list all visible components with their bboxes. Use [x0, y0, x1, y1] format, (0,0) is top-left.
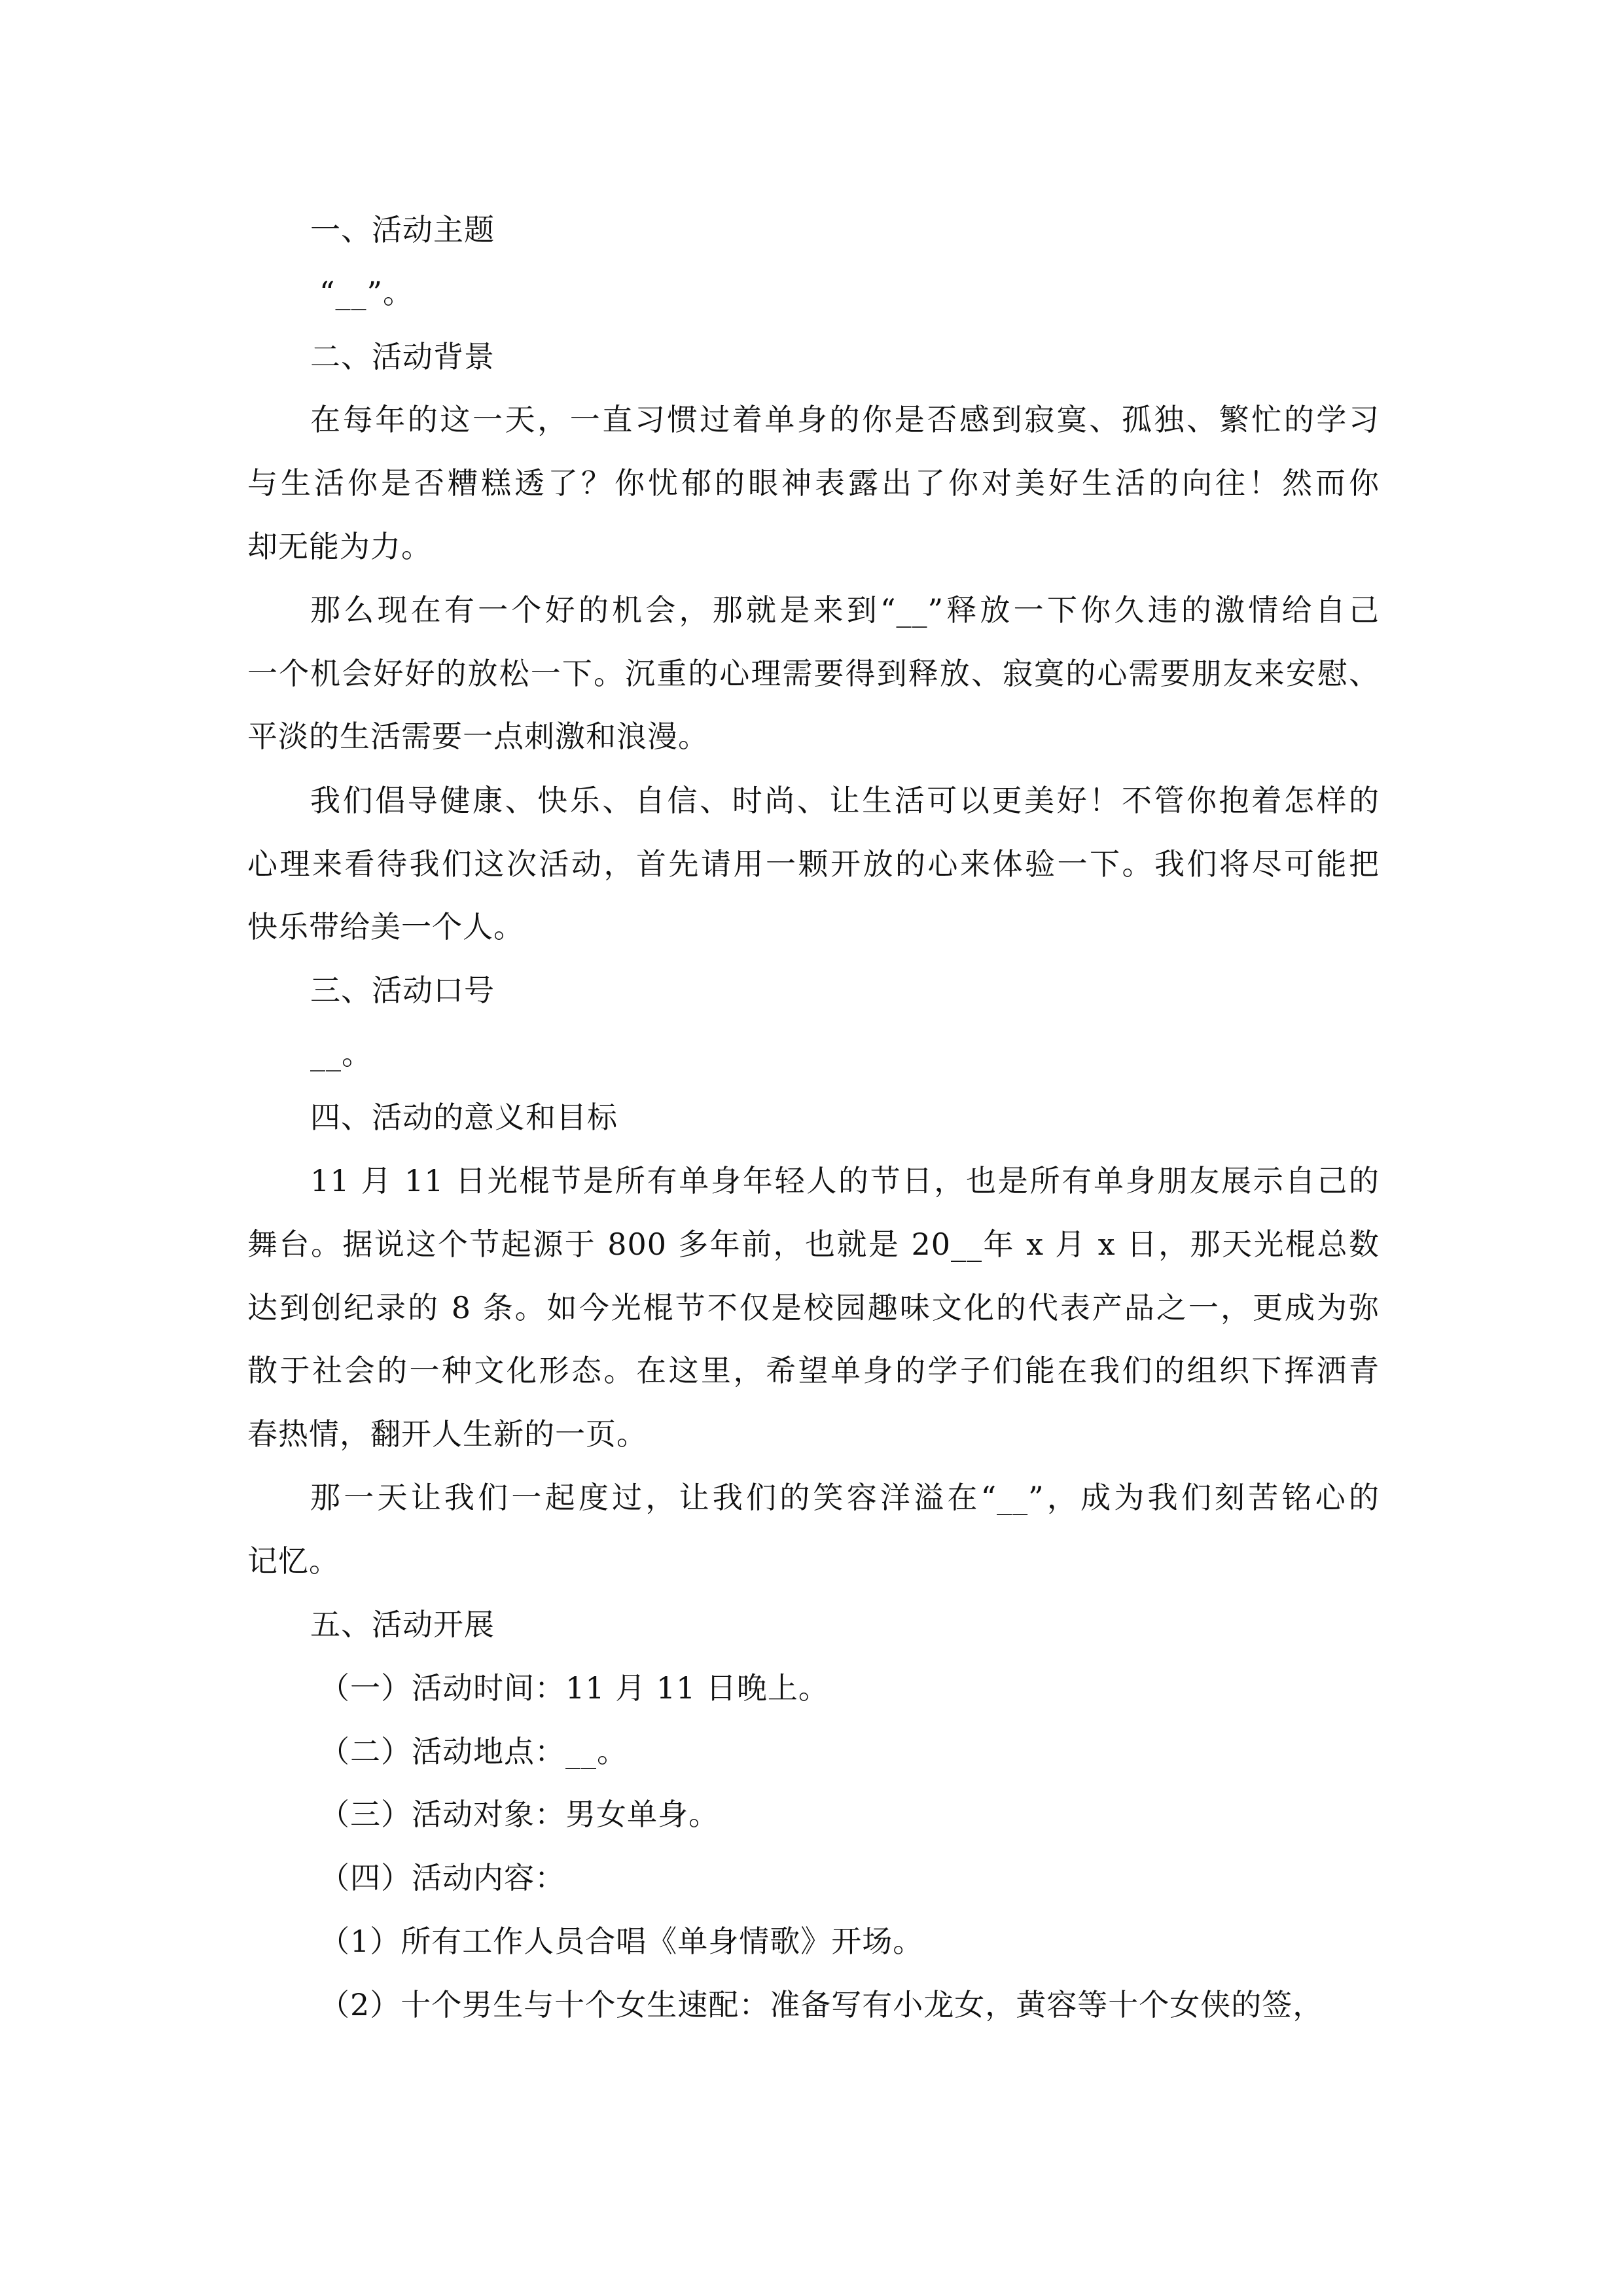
paragraph-line: 心理来看待我们这次活动，首先请用一颗开放的心来体验一下。我们将尽可能把: [247, 846, 1380, 882]
paragraph-line: 我们倡导健康、快乐、自信、时尚、让生活可以更美好！不管你抱着怎样的: [310, 783, 1380, 818]
section-heading-meaning: 四、活动的意义和目标: [310, 1100, 618, 1135]
list-item: （二）活动地点：__。: [319, 1734, 628, 1769]
paragraph-line: 快乐带给美一个人。: [247, 909, 524, 944]
section-heading-theme: 一、活动主题: [310, 212, 495, 247]
paragraph-line: 达到创纪录的 8 条。如今光棍节不仅是校园趣味文化的代表产品之一，更成为弥: [247, 1290, 1380, 1325]
paragraph-line: 记忆。: [247, 1543, 340, 1579]
section-heading-background: 二、活动背景: [310, 339, 495, 374]
paragraph-line: 与生活你是否糟糕透了？你忧郁的眼神表露出了你对美好生活的向往！然而你: [247, 465, 1380, 501]
paragraph-line: 11 月 11 日光棍节是所有单身年轻人的节日，也是所有单身朋友展示自己的: [310, 1163, 1380, 1198]
paragraph-line: 却无能为力。: [247, 529, 432, 564]
paragraph-line: 平淡的生活需要一点刺激和浪漫。: [247, 719, 709, 754]
list-item: （1）所有工作人员合唱《单身情歌》开场。: [319, 1924, 924, 1959]
list-item: （一）活动时间：11 月 11 日晚上。: [319, 1670, 829, 1706]
paragraph-line: 那一天让我们一起度过，让我们的笑容洋溢在“__”，成为我们刻苦铭心的: [310, 1480, 1380, 1515]
list-item: （2）十个男生与十个女生速配：准备写有小龙女，黄容等十个女侠的签，: [319, 1987, 1324, 2022]
paragraph-line: 春热情，翻开人生新的一页。: [247, 1416, 647, 1452]
list-item: （三）活动对象：男女单身。: [319, 1797, 719, 1832]
paragraph-line: 舞台。据说这个节起源于 800 多年前，也就是 20__年 x 月 x 日，那天光棍总数: [247, 1227, 1380, 1262]
section-heading-slogan: 三、活动口号: [310, 973, 495, 1008]
paragraph-line: 散于社会的一种文化形态。在这里，希望单身的学子们能在我们的组织下挥洒青: [247, 1353, 1380, 1388]
paragraph-line: 那么现在有一个好的机会，那就是来到“__”释放一下你久违的激情给自己: [310, 592, 1380, 628]
slogan-value: __。: [310, 1036, 372, 1071]
section-heading-activity: 五、活动开展: [310, 1607, 495, 1642]
paragraph-line: 在每年的这一天，一直习惯过着单身的你是否感到寂寞、孤独、繁忙的学习: [310, 402, 1380, 437]
list-item: （四）活动内容：: [319, 1860, 565, 1895]
theme-value: “__”。: [319, 275, 414, 310]
paragraph-line: 一个机会好好的放松一下。沉重的心理需要得到释放、寂寞的心需要朋友来安慰、: [247, 656, 1380, 691]
